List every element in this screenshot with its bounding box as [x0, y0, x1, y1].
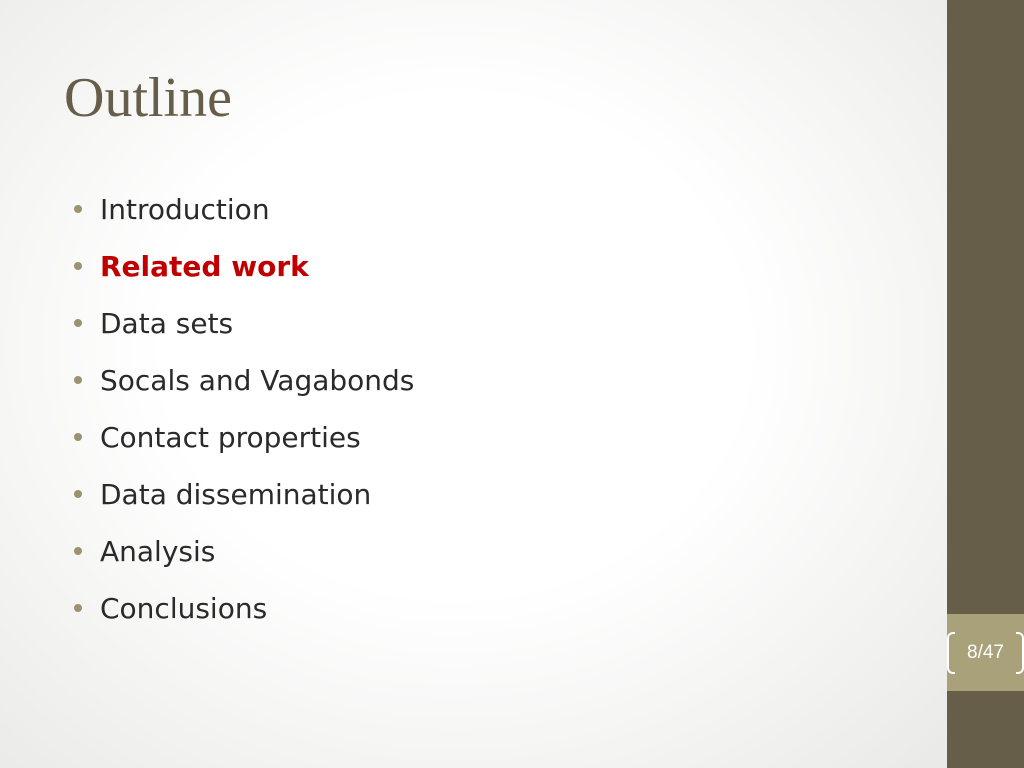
outline-item-label: Related work [100, 250, 309, 283]
outline-item-label: Introduction [100, 193, 270, 226]
bullet-icon [74, 262, 82, 270]
bullet-icon [74, 319, 82, 327]
outline-item-label: Analysis [100, 535, 216, 568]
outline-item-label: Socals and Vagabonds [100, 364, 415, 397]
bullet-icon [74, 547, 82, 555]
bullet-icon [74, 604, 82, 612]
page-number: 8/47 [967, 642, 1004, 663]
outline-item-label: Data dissemination [100, 478, 372, 511]
right-brace-icon [1016, 632, 1024, 674]
outline-item-label: Conclusions [100, 592, 268, 625]
bullet-icon [74, 376, 82, 384]
outline-item-label: Data sets [100, 307, 234, 340]
page-number-badge [947, 614, 1024, 691]
bullet-icon [74, 433, 82, 441]
bullet-icon [74, 490, 82, 498]
bullet-icon [74, 205, 82, 213]
slide-title: Outline [64, 67, 232, 129]
outline-item-label: Contact properties [100, 421, 361, 454]
